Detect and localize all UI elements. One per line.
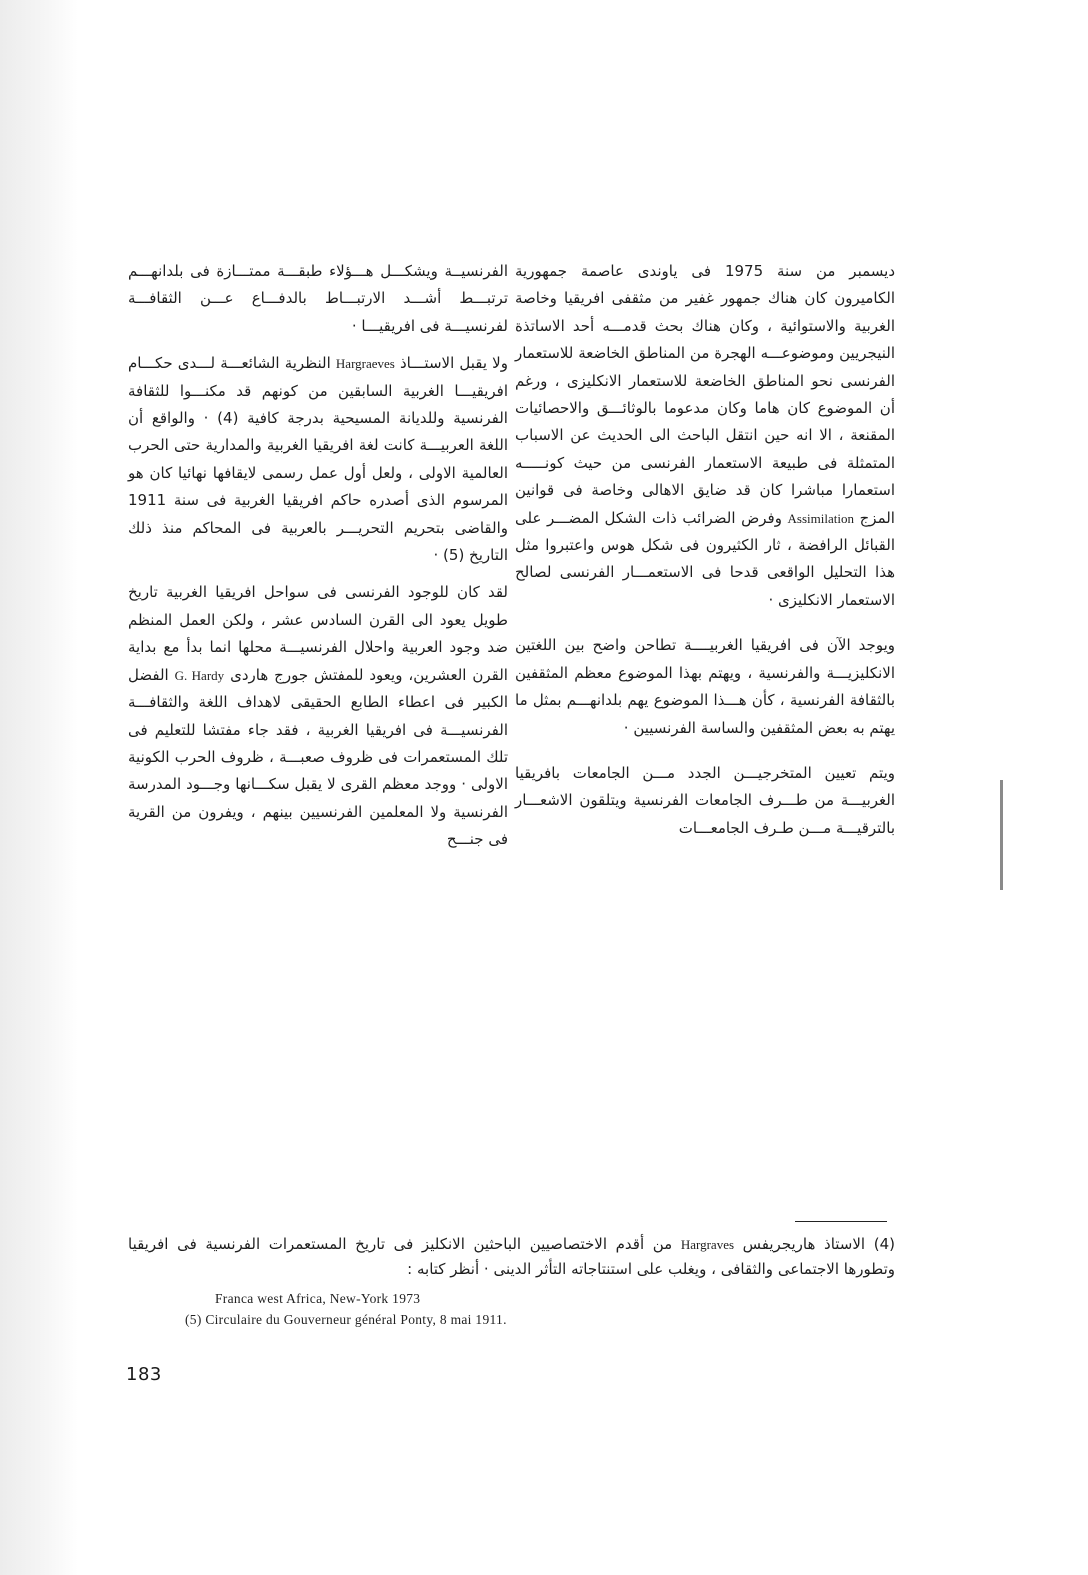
page-number: 183 [126,1364,162,1385]
latin-name: Hargraeves [335,356,395,372]
latin-name: G. Hardy [174,667,225,683]
latin-term: Assimilation [787,510,854,526]
footnote-5: (5) Circulaire du Gouverneur général Ponty, 8 mai 1911. [185,1312,507,1327]
paragraph: لقد كان للوجود الفرنسى فى سواحل افريقيا الغربية تاريخ طويل يعود الى القرن السادس عشر ، ولكن العمل المنظم ضد وجود العربية واحلال الفرنسيـــة محلها انما بدأ مع بداية القرن العشرين، ويعود للمفتش جورج هاردى G. Hardy الفضل الكبير فى اعطاء الطابع الحقيقى لاهداف اللغة والثقافـــة الفرنسيـــة فى افريقيا الغربية ، فقد جاء مفتشا للتعليم فى تلك المستعمرات فى ظروف صعبـــة ، ظروف الحرب الكونية الاولى · ووجد معظم القرى لا يقبل سكـــانها وجـــود المدرسة الفرنسية ولا المعلمين الفرنسيين بينهم ، ويفرون من القرية فى جنـــح [128,583,508,849]
footnote-4: (4) الاستاذ هاريجريفس Hargraves من أقدم الاختصاصيين الباحثين الانكليز فى تاريخ المستعمرات الفرنسية فى افريقيا وتطورها الاجتماعى والثقافى ، ويغلب على استنتاجاته التأثر الدينى · أنظر كتابه : [128,1235,895,1278]
footnotes [128,1232,895,1281]
paragraph: ولا يقبل الاستـــاذ Hargraeves النظرية الشائعـــة لـــدى حكـــام افريقيـــا الغربية السابقين من كونهم قد مكنـــوا للثقافة الفرنسية وللديانة المسيحية بدرجة كافية (4) · والواقع أن اللغة العربيـــة كانت لغة افريقيا الغربية والمدارية حتى الحرب العالمية الاولى ، ولعل أول عمل رسمى لايقافها نهائيا كان هو المرسوم الذى أصدره حاكم افريقيا الغربية فى سنة 1911 والقاضى بتحريم التحريـــر بالعربية فى المحاكم منذ ذلك التاريخ (5) · [128,354,508,565]
latin-name: Hargraves [680,1237,735,1252]
left-text-column [128,258,508,854]
right-text-column [515,258,895,842]
footnote-separator [795,1221,887,1222]
footnote-4-book: Franca west Africa, New-York 1973 [215,1291,421,1306]
paragraph: الفرنسيــة ويشكـــل هـــؤلاء طبقـــة ممتـــازة فى بلدانهـــم ترتبـــط أشـــد الارتبـــاط بالدفـــاع عـــن الثقافـــة لفرنسيـــة فى افريقيـــا · [128,262,508,335]
paragraph: ويتم تعيين المتخرجيـــن الجدد مـــن الجامعات بافريقيا الغربيـــة من طـــرف الجامعات الفرنسية ويتلقون الاشعـــار بالترقيـــة مـــن طـرف الجامعـــات [515,763,895,837]
paragraph: ديسمبر من سنة 1975 فى ياوندى عاصمة جمهورية الكاميرون كان هناك جمهور غفير من مثقفى افريقيا وخاصة الغربية والاستوائية ، وكان هناك بحث قدمـــه أحد الاساتذة النيجريين وموضوعـــه الهجرة من المناطق الخاضعة للاستعمار الفرنسى نحو المناطق الخاضعة للاستعمار الانكليزى ، ورغم أن الموضوع كان هاما وكان مدعوما بالوثائـــق والاحصائيات المقنعة ، الا انه حين انتقل الباحث الى الحديث عن الاسباب المتمثلة فى طبيعة الاستعمار الفرنسى من حيث كونـــــه استعمارا مباشرا كان قد ضايق الاهالى وخاصة فى قوانين المزج Assimilation وفرض الضرائب ذات الشكل المضـــر على القبائل الرافضة ، ثار الكثيرون فى شكل هوس واعتبروا مثل هذا التحليل الواقعى قدحا فى الاستعمـــار الفرنسى لصالح الاستعمار الانكليزى · [515,262,896,609]
scan-artifact-mark [1000,780,1003,890]
paragraph: ويوجد الآن فى افريقيا الغربيــــة تطاحن واضح بين اللغتين الانكليزيـــة والفرنسية ، ويهتم بهذا الموضوع معظم المثقفين بالثقافة الفرنسية ، كأن هـــذا الموضوع يهم بلدانهـــم بمثل ما يهتم به بعض المثقفين والساسة الفرنسيين · [515,636,895,737]
scan-margin-shadow [0,0,78,1575]
